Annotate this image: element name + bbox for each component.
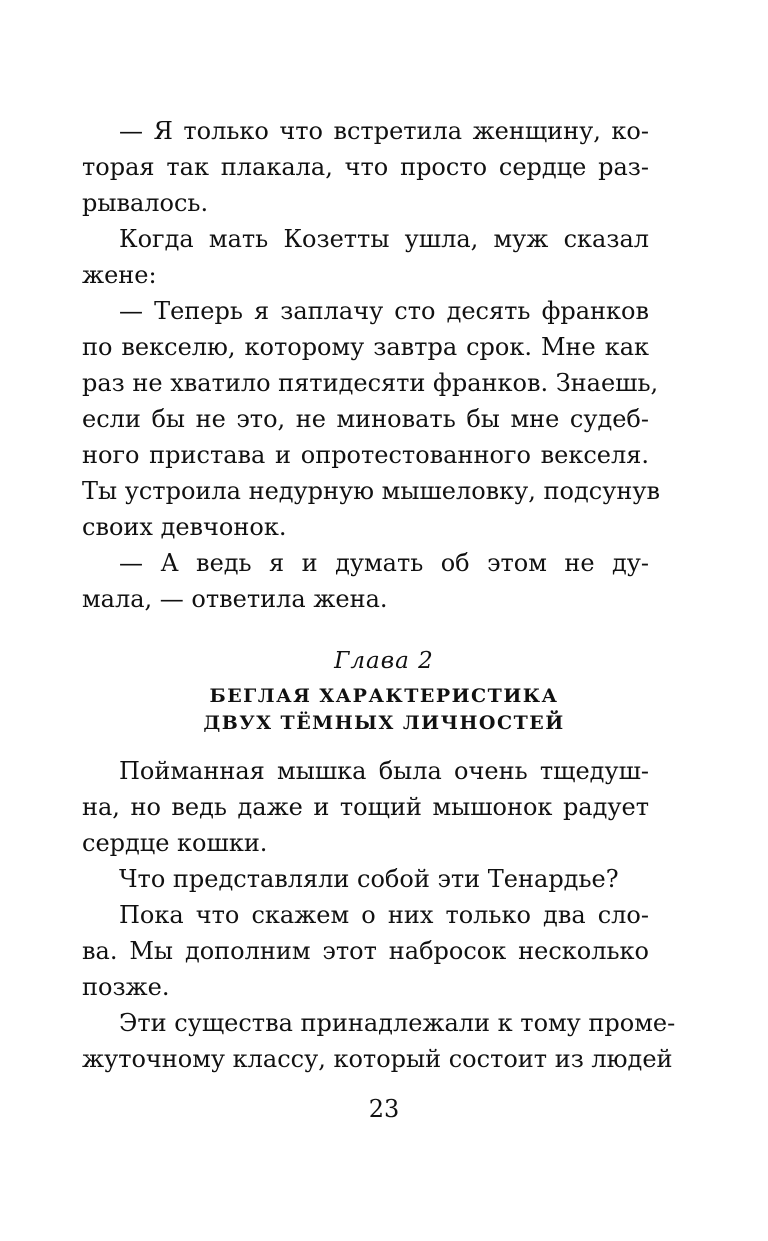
chapter-title-line: БЕГЛАЯ ХАРАКТЕРИСТИКА — [209, 685, 559, 707]
chapter-title-line: ДВУХ ТЁМНЫХ ЛИЧНОСТЕЙ — [203, 712, 565, 734]
text-line: Ты устроила недурную мышеловку, подсунув — [82, 477, 660, 505]
text-line: Пойманная мышка была очень тщедуш- — [119, 757, 649, 785]
text-line: ва. Мы дополним этот набросок несколько — [82, 937, 649, 965]
text-line: на, но ведь даже и тощий мышонок радует — [82, 793, 649, 821]
text-line: Эти существа принадлежали к тому проме- — [119, 1009, 676, 1037]
text-line: — Я только что встретила женщину, ко- — [119, 117, 649, 145]
text-line: мала, — ответила жена. — [82, 585, 388, 613]
text-line: раз не хватило пятидесяти франков. Знаешь, — [82, 369, 659, 397]
text-line: жене: — [82, 261, 157, 289]
text-line: если бы не это, не миновать бы мне судеб- — [82, 405, 649, 433]
text-line: своих девчонок. — [82, 513, 287, 541]
text-line: — Теперь я заплачу сто десять франков — [119, 297, 649, 325]
text-line: ного пристава и опротестованного векселя. — [82, 441, 649, 469]
chapter-number: Глава 2 — [334, 648, 434, 674]
text-line: торая так плакала, что просто сердце раз- — [82, 153, 649, 181]
text-line: рывалось. — [82, 189, 209, 217]
text-line: по векселю, которому завтра срок. Мне как — [82, 333, 649, 361]
text-line: позже. — [82, 973, 170, 1001]
text-line: Что представляли собой эти Тенардье? — [119, 865, 619, 893]
text-line: Пока что скажем о них только два сло- — [119, 901, 649, 929]
text-line: жуточному классу, который состоит из людей — [82, 1045, 673, 1073]
page-number: 23 — [368, 1095, 400, 1123]
text-line: Когда мать Козетты ушла, муж сказал — [119, 225, 649, 253]
text-line: — А ведь я и думать об этом не ду- — [119, 549, 649, 577]
text-line: сердце кошки. — [82, 829, 268, 857]
